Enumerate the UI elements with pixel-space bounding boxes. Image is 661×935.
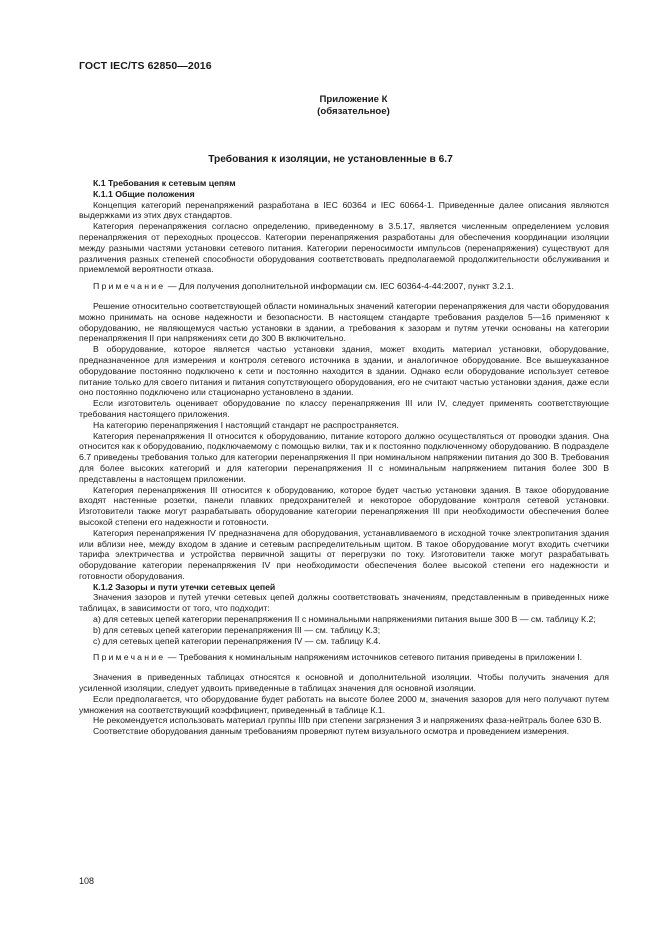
paragraph: Категория перенапряжения II относится к оборудованию, питание которого должно осуществляться от проводки здания. Она относится как к оборудованию, подключаемому с помощью вилки, так и к постоянно подключенному оборудованию. В подразделе 6.7 приведены требования только для категории перенапряжения II при номинальном напряжении питания до 300 В. Требования для более высоких категорий и для категории перенапряжения II с номинальным напряжением питания более 300 В представлены в настоящем приложении.	[79, 430, 609, 484]
paragraph: На категорию перенапряжения I настоящий стандарт не распространяется.	[93, 419, 399, 430]
note-label: Примечание	[93, 652, 166, 663]
note-1	[79, 281, 609, 292]
annex-status: (обязательное)	[317, 105, 390, 117]
note-text: — Для получения дополнительной информации см. IEC 60364-4-44:2007, пункт 3.2.1.	[165, 281, 514, 292]
list-item-c: c) для сетевых цепей категории перенапряжения IV — см. таблицу К.4.	[93, 635, 381, 646]
paragraph: Если предполагается, что оборудование будет работать на высоте более 2000 м, значения зазоров для него получают путем умножения на соответствующий коэффициент, приведенный в таблице К.1.	[79, 693, 609, 715]
annex-body	[79, 178, 609, 737]
list-item-b: b) для сетевых цепей категории перенапряжения III — см. таблицу К.3;	[93, 624, 381, 635]
note-label: Примечание	[93, 281, 166, 292]
annex-heading	[0, 94, 661, 117]
section-k12-heading: К.1.2 Зазоры и пути утечки сетевых цепей	[93, 581, 276, 592]
page-number: 108	[79, 876, 95, 886]
paragraph: Соответствие оборудования данным требованиям проверяют путем визуального осмотра и проведением измерения.	[93, 726, 570, 737]
annex-title: Требования к изоляции, не установленные в 6.7	[208, 154, 453, 165]
paragraph: Не рекомендуется использовать материал группы IIIb при степени загрязнения 3 и напряжениях фаза-нейтраль более 630 В.	[93, 715, 602, 726]
paragraph: В оборудование, которое является частью установки здания, может входить материал установки, оборудование, предназначенное для измерения и контроля сетевого источника в здании, и аналогичное оборудование. Все вышеуказанное оборудование постоянно подключено к сети и постоянно находится в здании. Однако если оборудование использует сетевое питание только для своего питания и питания сопутствующего оборудования, его не считают частью установки здания, даже если оно постоянно подключено или стационарно установлено в здании.	[79, 344, 609, 398]
paragraph: Если изготовитель оценивает оборудование по классу перенапряжения III или IV, следует применять соответствующие требования настоящего приложения.	[79, 398, 609, 419]
annex-name: Приложение К	[319, 94, 388, 105]
paragraph: Категория перенапряжения согласно определению, приведенному в 3.5.17, является численным определением условия перенапряжения от переходных процессов. Категории перенапряжения разработаны для обеспечения координации изоляции между разными частями установки сетевого питания. Категории переносимости импульсов (перенапряжения) существуют для различения разных степеней способности оборудования соответствовать предполагаемой продолжительности обслуживания и приемлемой вероятности отказа.	[79, 221, 609, 275]
paragraph: Решение относительно соответствующей области номинальных значений категории перенапряжения для части оборудования можно принимать на основе надежности и безопасности. В настоящем стандарте требования разделов 5—16 применяют к оборудованию, не являющемуся частью установки в здании, а требования к зазорам и путям утечки основаны на категории перенапряжения II при напряжениях сети до 300 В включительно.	[79, 300, 609, 344]
note-2	[79, 652, 609, 663]
note-text: — Требования к номинальным напряжениям источников сетевого питания приведены в приложении I.	[165, 652, 583, 663]
list-item-a: a) для сетевых цепей категории перенапряжения II с номинальными напряжениями питания выше 300 В — см. таблицу К.2;	[93, 614, 596, 625]
paragraph: Категория перенапряжения III относится к оборудованию, которое будет частью установки здания. В такое оборудование входят настенные розетки, панели плавких предохранителей и некоторое оборудование контроля сетевой установки. Изготовители также могут разрабатывать оборудование категории перенапряжения III при необходимости обеспечения более высокой степени его надежности и готовности.	[79, 484, 609, 527]
paragraph: Категория перенапряжения IV предназначена для оборудования, устанавливаемого в исходной точке электропитания здания или вблизи нее, между входом в здание и сетевым распределительным щитом. В такое оборудование могут входить счетчики тарифа электричества и устройства первичной защиты от перегрузки по току. Изготовители также могут разрабатывать оборудование категории перенапряжения IV при необходимости обеспечения более высокой степени его надежности и готовности оборудования.	[79, 527, 609, 581]
section-k11-heading: К.1.1 Общие положения	[93, 188, 195, 199]
paragraph: Значения в приведенных таблицах относятся к основной и дополнительной изоляции. Чтобы получить значения для усиленной изоляции, следует удвоить приведенные в таблицах значения для основной изоляции.	[79, 672, 609, 694]
section-k1-heading: К.1 Требования к сетевым цепям	[93, 178, 236, 188]
paragraph: Концепция категорий перенапряжений разработана в IEC 60364 и IEC 60664-1. Приведенные далее описания являются выдержками из этих двух стандартов.	[79, 199, 609, 221]
paragraph: Значения зазоров и путей утечки сетевых цепей должны соответствовать значениям, представленным в приведенных ниже таблицах, в зависимости от того, что подходит:	[79, 592, 609, 614]
standard-header: ГОСТ IEC/TS 62850—2016	[79, 60, 212, 72]
